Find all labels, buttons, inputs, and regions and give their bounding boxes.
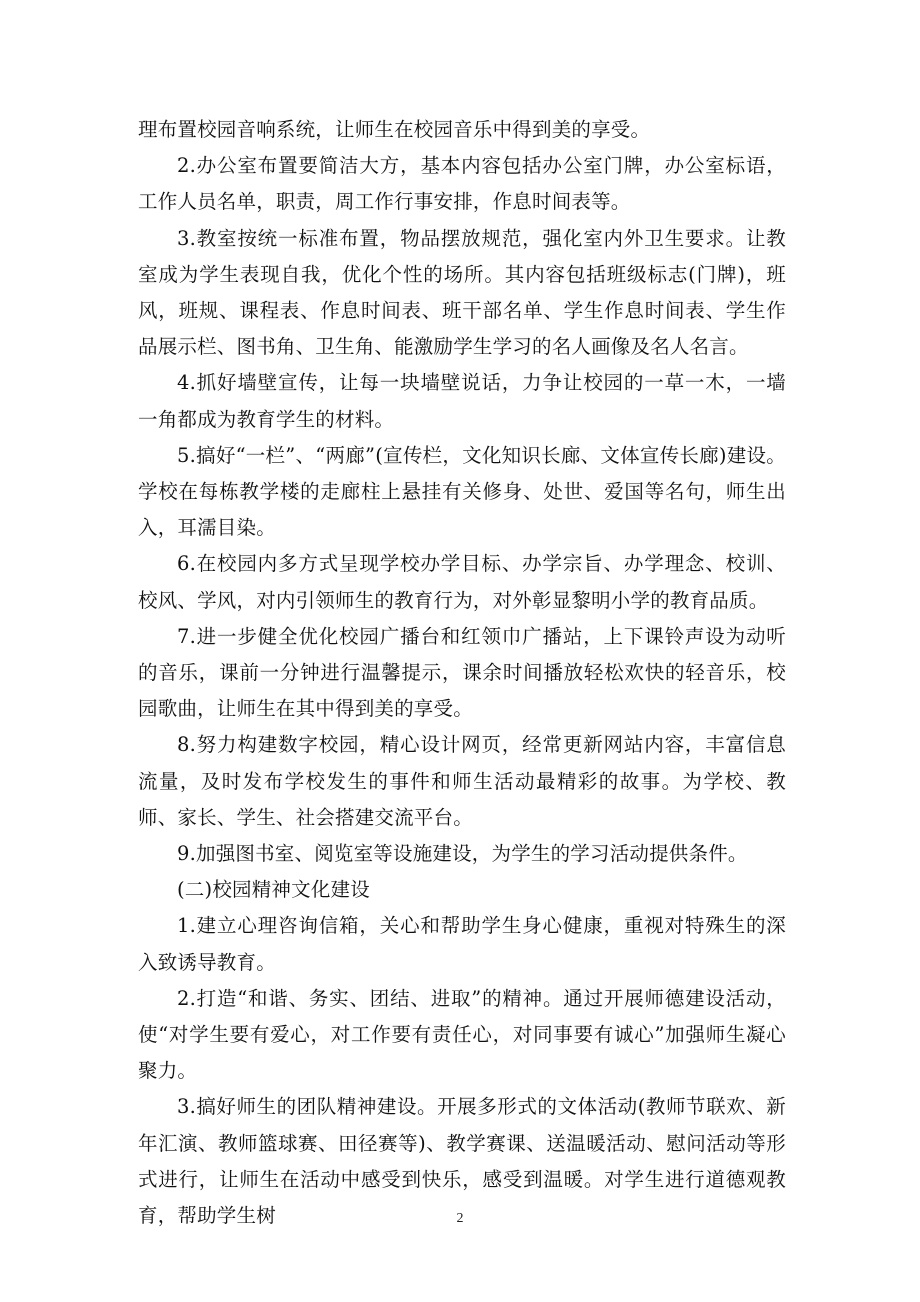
paragraph-5: 5.搞好“一栏”、“两廊”(宣传栏，文化知识长廊、文体宣传长廊)建设。学校在每栋教学楼的走廊柱上悬挂有关修身、处世、爱国等名句，师生出入，耳濡目染。 [138,443,786,540]
paragraph-11: 2.打造“和谐、务实、团结、进取”的精神。通过开展师德建设活动，使“对学生要有爱心，对工作要有责任心，对同事要有诚心”加强师生凝心聚力。 [138,986,786,1083]
paragraph-3: 3.教室按统一标准布置，物品摆放规范，强化室内外卫生要求。让教室成为学生表现自我，优化个性的场所。其内容包括班级标志(门牌)，班风，班规、课程表、作息时间表、班干部名单、学生作息时间表、学生作品展示栏、图书角、卫生角、能激励学生学习的名人画像及名人名言。 [138,226,786,359]
page-number: 2 [456,1211,464,1226]
paragraph-8: 8.努力构建数字校园，精心设计网页，经常更新网站内容，丰富信息流量，及时发布学校发生的事件和师生活动最精彩的故事。为学校、教师、家长、学生、社会搭建交流平台。 [138,733,786,829]
paragraph-10: 1.建立心理咨询信箱，关心和帮助学生身心健康，重视对特殊生的深入致诱导教育。 [138,914,786,974]
paragraph-12: 3.搞好师生的团队精神建设。开展多形式的文体活动(教师节联欢、新年汇演、教师篮球赛、田径赛等)、教学赛课、送温暖活动、慰问活动等形式进行，让师生在活动中感受到快乐，感受到温暖。对学生进行道德观教育，帮助学生树 [138,1095,786,1228]
paragraph-1: 理布置校园音响系统，让师生在校园音乐中得到美的享受。 [138,118,651,141]
paragraph-4: 4.抓好墙壁宣传，让每一块墙壁说话，力争让校园的一草一木，一墙一角都成为教育学生的材料。 [138,371,786,431]
paragraph-7: 7.进一步健全优化校园广播台和红领巾广播站，上下课铃声设为动听的音乐，课前一分钟进行温馨提示，课余时间播放轻松欢快的轻音乐，校园歌曲，让师生在其中得到美的享受。 [138,624,786,721]
section-heading: (二)校园精神文化建设 [177,878,370,902]
paragraph-2: 2.办公室布置要简洁大方，基本内容包括办公室门牌，办公室标语，工作人员名单，职责，周工作行事安排，作息时间表等。 [138,154,786,214]
paragraph-6: 6.在校园内多方式呈现学校办学目标、办学宗旨、办学理念、校训、校风、学风，对内引领师生的教育行为，对外彰显黎明小学的教育品质。 [138,552,786,612]
document-body [138,112,786,1234]
paragraph-9: 9.加强图书室、阅览室等设施建设，为学生的学习活动提供条件。 [177,842,748,866]
